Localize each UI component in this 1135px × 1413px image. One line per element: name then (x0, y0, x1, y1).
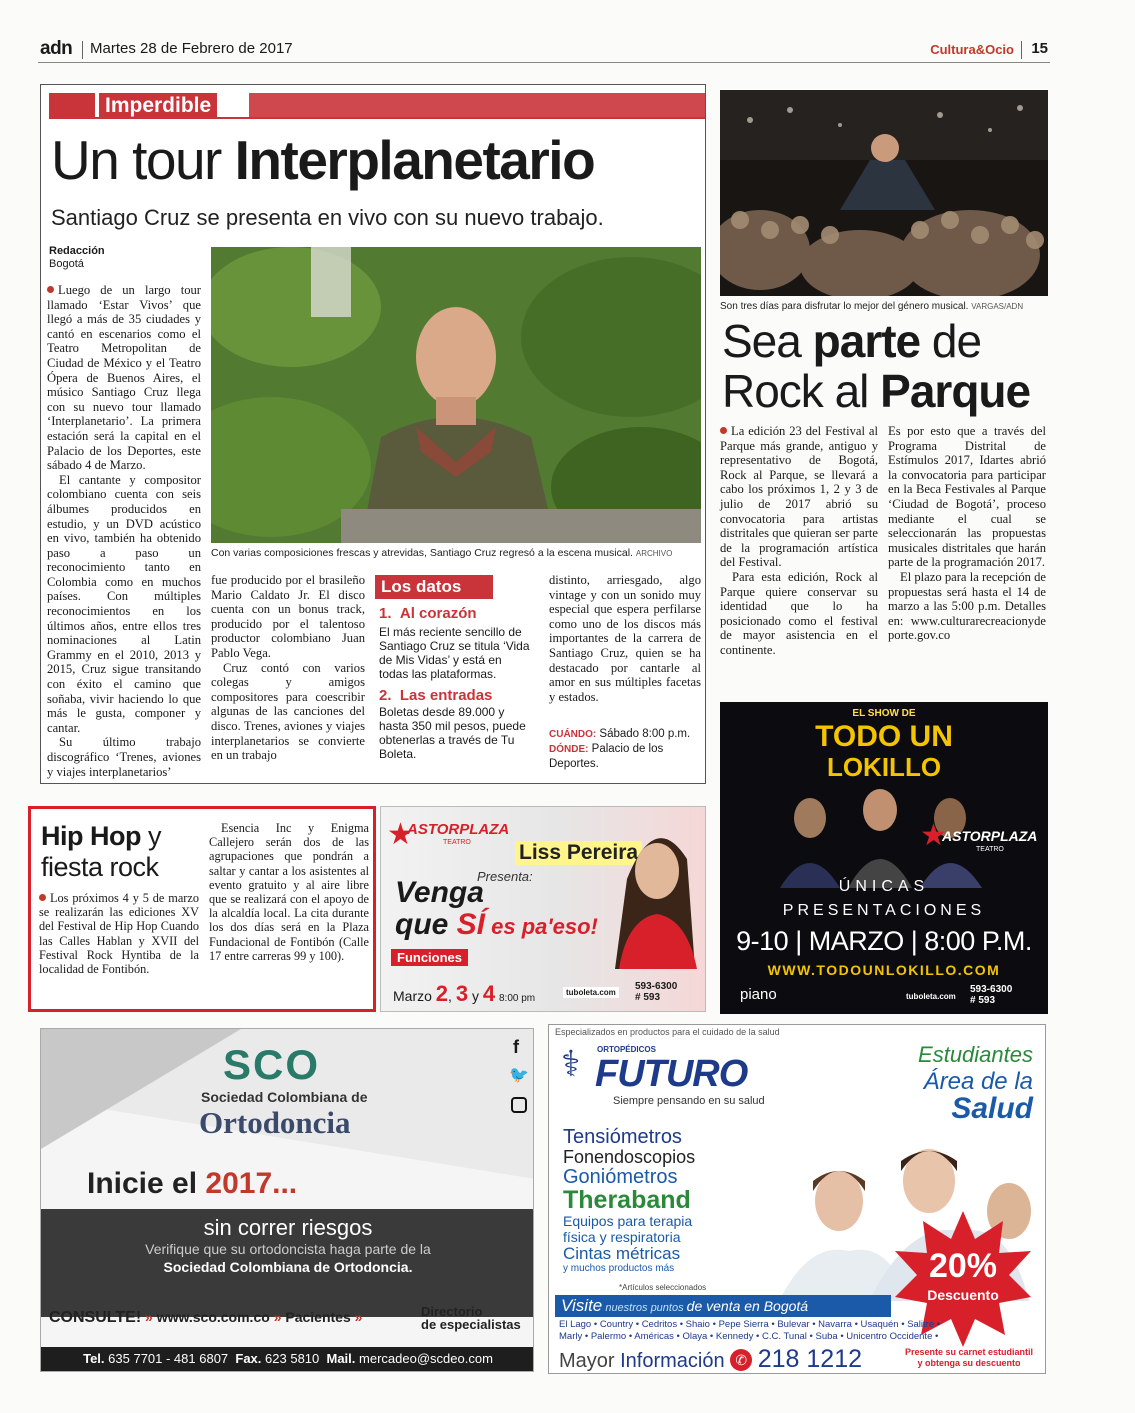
ticket-phone: 593-6300 # 593 (970, 984, 1013, 1006)
fact-1-text: El más reciente sencillo de Santiago Cruz se titula ‘Vida de Mis Vidas’ y está en todas las plataformas. (379, 625, 530, 681)
chevron-right-icon: » (354, 1309, 363, 1325)
santiago-cruz-photo (211, 247, 701, 543)
brand-name: FUTURO (595, 1053, 748, 1095)
consulte-label: CONSULTE! (49, 1309, 142, 1326)
artist-name: Liss Pereira (515, 841, 642, 865)
bullet-icon (39, 894, 46, 901)
visit-stores-banner: Visite nuestros puntos de venta en Bogotá (555, 1295, 891, 1317)
pacientes-link[interactable]: Pacientes (285, 1309, 351, 1325)
title-light: Un tour (51, 129, 235, 191)
sco-sub: sin correr riesgos (203, 1215, 373, 1240)
venue-logo: ASTORPLAZA (407, 821, 510, 838)
astor-star-icon: ★ (387, 818, 414, 851)
sco-website-link[interactable]: www.sco.com.co (156, 1309, 270, 1325)
sco-verify-2: Sociedad Colombiana de Ortodoncia. (163, 1259, 413, 1275)
directory-link[interactable]: Directorio de especialistas (421, 1304, 521, 1332)
org-name-1: Sociedad Colombiana de (201, 1089, 368, 1105)
sco-ad[interactable] (40, 1028, 534, 1372)
info-phone: Mayor Información ✆ 218 1212 (559, 1345, 863, 1373)
kicker-left-block (49, 93, 95, 119)
venue-sub: TEATRO (443, 839, 471, 846)
venue-logo: ASTORPLAZA (942, 828, 1038, 844)
presentations-label: PRESENTACIONES (782, 902, 986, 919)
org-name-2: Ortodoncia (199, 1105, 351, 1140)
title-bold: Interplanetario (234, 129, 595, 191)
items-note: *Artículos seleccionados (619, 1283, 707, 1292)
discount-value: 20% (928, 1247, 998, 1285)
byline: Redacción (49, 245, 105, 257)
kicker-bar (49, 93, 705, 119)
hiphop-article (28, 806, 376, 1012)
bullet-icon (47, 286, 54, 293)
issue-date: Martes 28 de Febrero de 2017 (90, 40, 293, 57)
phone-icon: ✆ (730, 1349, 752, 1371)
article-column-2: fue producido por el brasileño Mario Caldato Jr. El disco cuenta con un bonus track, producido por el talentoso productor colombiano Juan Pablo Vega. Cruz contó con varios colegas y amigos compositores para coescribir algunas de las canciones del disco. Trenes, aviones y viajes interplanetarios se convierte en un trabajo (211, 573, 365, 763)
sco-logo: SCO (223, 1041, 321, 1088)
byline-location: Bogotá (49, 258, 84, 270)
rock-column-1: La edición 23 del Festival al Parque más grande, antiguo y representativo de Bogotá, Rock al Parque, se llevará a cabo los próximos 1, 2 y 3 de julio de 2017 abrió su convocatoria para artistas distritales que quieran ser parte de la programación artística del Festival. Para esta edición, Rock al Parque quiere conservar su identidad que lo ha posicionado como el festival de mayor asistencia en el continente. (720, 424, 878, 657)
product-list: Tensiómetros Fonendoscopios Goniómetros Theraband Equipos para terapia física y respiratoria Cintas métricas y muchos productos más (563, 1126, 696, 1274)
venue-sub: TEATRO (976, 846, 1004, 853)
hiphop-column-2: Esencia Inc y Enigma Callejero serán dos de las agrupaciones que pondrán a saltar y cantar a los asistentes al evento gratuito y al aire libre que se realizará con el apoyo de la alcaldía local. La cita durante los dos días será en la Plaza Fundacional de Fontibón (Calle 17 entre carreras 99 y 100). (209, 821, 369, 963)
ticket-site[interactable]: tuboleta.com (563, 987, 619, 998)
header-rule (38, 62, 1050, 63)
chevron-right-icon: » (273, 1309, 282, 1325)
adn-logo: adn (40, 38, 73, 59)
event-details (549, 727, 699, 771)
concert-photo-caption: Son tres días para disfrutar lo mejor del género musical. VARGAS/ADN (720, 301, 1024, 312)
facebook-icon[interactable]: f (513, 1037, 519, 1057)
concert-crowd-photo (720, 90, 1048, 296)
student-note: Presente su carnet estudiantil y obtenga su descuento (904, 1347, 1034, 1368)
article-column-4: distinto, arriesgado, algo vintage y con un sonido muy especial que espera perfilarse como uno de los discos más importantes de la carrera de Santiago Cruz, quien se ha destacado por cantarle al amor en sus múltiples facetas y estados. (549, 573, 701, 704)
presents-label: Presenta: (477, 869, 533, 884)
liss-pereira-ad[interactable] (380, 806, 706, 1012)
instagram-icon[interactable] (511, 1097, 527, 1113)
show-slogan: Venga que SÍ es pa'eso! (395, 876, 598, 941)
artist-photo (607, 819, 703, 969)
store-list: El Lago • Country • Cedritos • Shaio • Pepe Sierra • Bulevar • Navarra • Usaquén • Salitre • Marly • Palermo • Américas • Olaya • Kennedy • C.C. Tunal • Suba • Unicentro Occidente • (559, 1319, 941, 1342)
todo-un-lokillo-ad[interactable] (720, 702, 1048, 1014)
astor-star-icon: ★ (920, 819, 947, 852)
twitter-icon[interactable]: 🐦 (509, 1067, 529, 1084)
futuro-top-label: Especializados en productos para el cuidado de la salud (555, 1027, 780, 1037)
brand-pre: ORTOPÉDICOS (597, 1045, 656, 1054)
fact-2-text: Boletas desde 89.000 y hasta 350 mil pesos, puede obtenerlas a través de Tu Boleta. (379, 705, 526, 761)
section-name: Cultura&Ocio (930, 42, 1014, 57)
sco-contact: Tel. 635 7701 - 481 6807 Fax. 623 5810 Mail. mercadeo@scdeo.com (83, 1351, 493, 1366)
sco-links (49, 1309, 362, 1327)
main-article (40, 84, 706, 784)
show-dates: Marzo 2, 3 y 4 8:00 pm (393, 981, 536, 1006)
fact-1-heading: 1. Al corazón (379, 605, 477, 622)
facts-title: Los datos (375, 575, 493, 599)
bullet-icon (720, 427, 727, 434)
ticket-phone: 593-6300 # 593 (635, 981, 678, 1003)
hiphop-title: Hip Hop y fiesta rock (41, 821, 161, 882)
divider (82, 41, 83, 59)
article-subtitle: Santiago Cruz se presenta en vivo con su nuevo trabajo. (51, 205, 604, 230)
caduceus-icon: ⚕ (561, 1043, 581, 1084)
crowd-illustration (720, 90, 1048, 296)
artist-illustration (607, 819, 703, 969)
facts-box (375, 575, 571, 779)
article-title (51, 129, 594, 191)
unique-label: ÚNICAS (838, 878, 930, 895)
divider (1021, 41, 1022, 59)
kicker-label: Imperdible (99, 93, 217, 119)
funciones-label: Funciones (391, 949, 468, 966)
show-title: TODO UN LOKILLO (815, 720, 953, 782)
ticket-site[interactable]: tuboleta.com (906, 992, 956, 1001)
rock-column-2: Es por esto que a través del Programa Distrital de Estímulos 2017, Idartes abrió la convocatoria para participar en la Beca Festivales al Parque ‘Ciudad de Bogotá’, proceso mediante el cual se seleccionarán las propuestas musicales distritales que harán parte de la programación 2017. El plazo para la recepción de propuestas será hasta el 14 de marzo a las 5:00 p.m. Detalles en: www.culturarecreacionydeporte.gov.co (888, 424, 1046, 643)
discount-word: Descuento (927, 1287, 999, 1303)
show-website[interactable]: WWW.TODOUNLOKILLO.COM (767, 962, 1001, 978)
photo-caption: Con varias composiciones frescas y atrevidas, Santiago Cruz regresó a la escena musical. ARCHIVO (211, 547, 673, 559)
chevron-right-icon: » (145, 1309, 153, 1325)
fact-2-heading: 2. Las entradas (379, 687, 493, 704)
where-label: DÓNDE: (549, 744, 589, 755)
when-value: Sábado 8:00 p.m. (599, 728, 691, 740)
students-heading: Estudiantes Área de la Salud (918, 1042, 1033, 1125)
where-value: Palacio de los Deportes. (549, 743, 664, 770)
photo-illustration (211, 247, 701, 543)
rock-title: Sea parte de Rock al Parque (722, 315, 1031, 417)
page-header (38, 34, 1050, 64)
piano-logo: piano (740, 986, 777, 1003)
article-column-1: Luego de un largo tour llamado ‘Estar Vivos’ que llegó a más de 35 ciudades y cantó en escenarios como el Teatro Metropolitan de Ciudad de México y el Teatro Ópera de Buenos Aires, el músico Santiago Cruz llega con su nuevo tour llamado ‘Interplanetario’. La primera estación será la capital en el Palacio de los Deportes, este sábado 4 de Marzo. El cantante y compositor colombiano cuenta con seis álbumes producidos en estudio, y un DVD acústico en vivo, también ha obtenido paso a paso un reconocimiento tanto en Colombia como en muchos países. Con múltiples reconocimientos en los últimos años, entre ellos tres nominaciones al Latin Grammy en el 2010, 2013 y 2015, Cruz sigue transitando con éxito el camino que soñaba, vivir haciendo lo que más le gusta, componer y cantar. Su último trabajo discográfico ‘Trenes, aviones y viajes interplanetarios’ (47, 283, 201, 779)
sco-verify-1: Verifique que su ortodoncista haga parte de la (145, 1241, 431, 1257)
hiphop-column-1: Los próximos 4 y 5 de marzo se realizarán las ediciones XV del Festival de Hip Hop Cuando las Calles Hablan y XVII del Festival Rock Hyntiba de la localidad de Fontibón. (39, 891, 199, 977)
show-label: EL SHOW DE (852, 708, 916, 719)
sco-headline: Inicie el 2017... (87, 1167, 298, 1200)
when-label: CUÁNDO: (549, 729, 597, 740)
kicker-stripe (249, 93, 705, 119)
page-number: 15 (1031, 40, 1048, 57)
show-dates: 9-10 | MARZO | 8:00 P.M. (736, 926, 1032, 956)
brand-tagline: Siempre pensando en su salud (613, 1095, 765, 1107)
futuro-ad[interactable] (548, 1024, 1046, 1374)
